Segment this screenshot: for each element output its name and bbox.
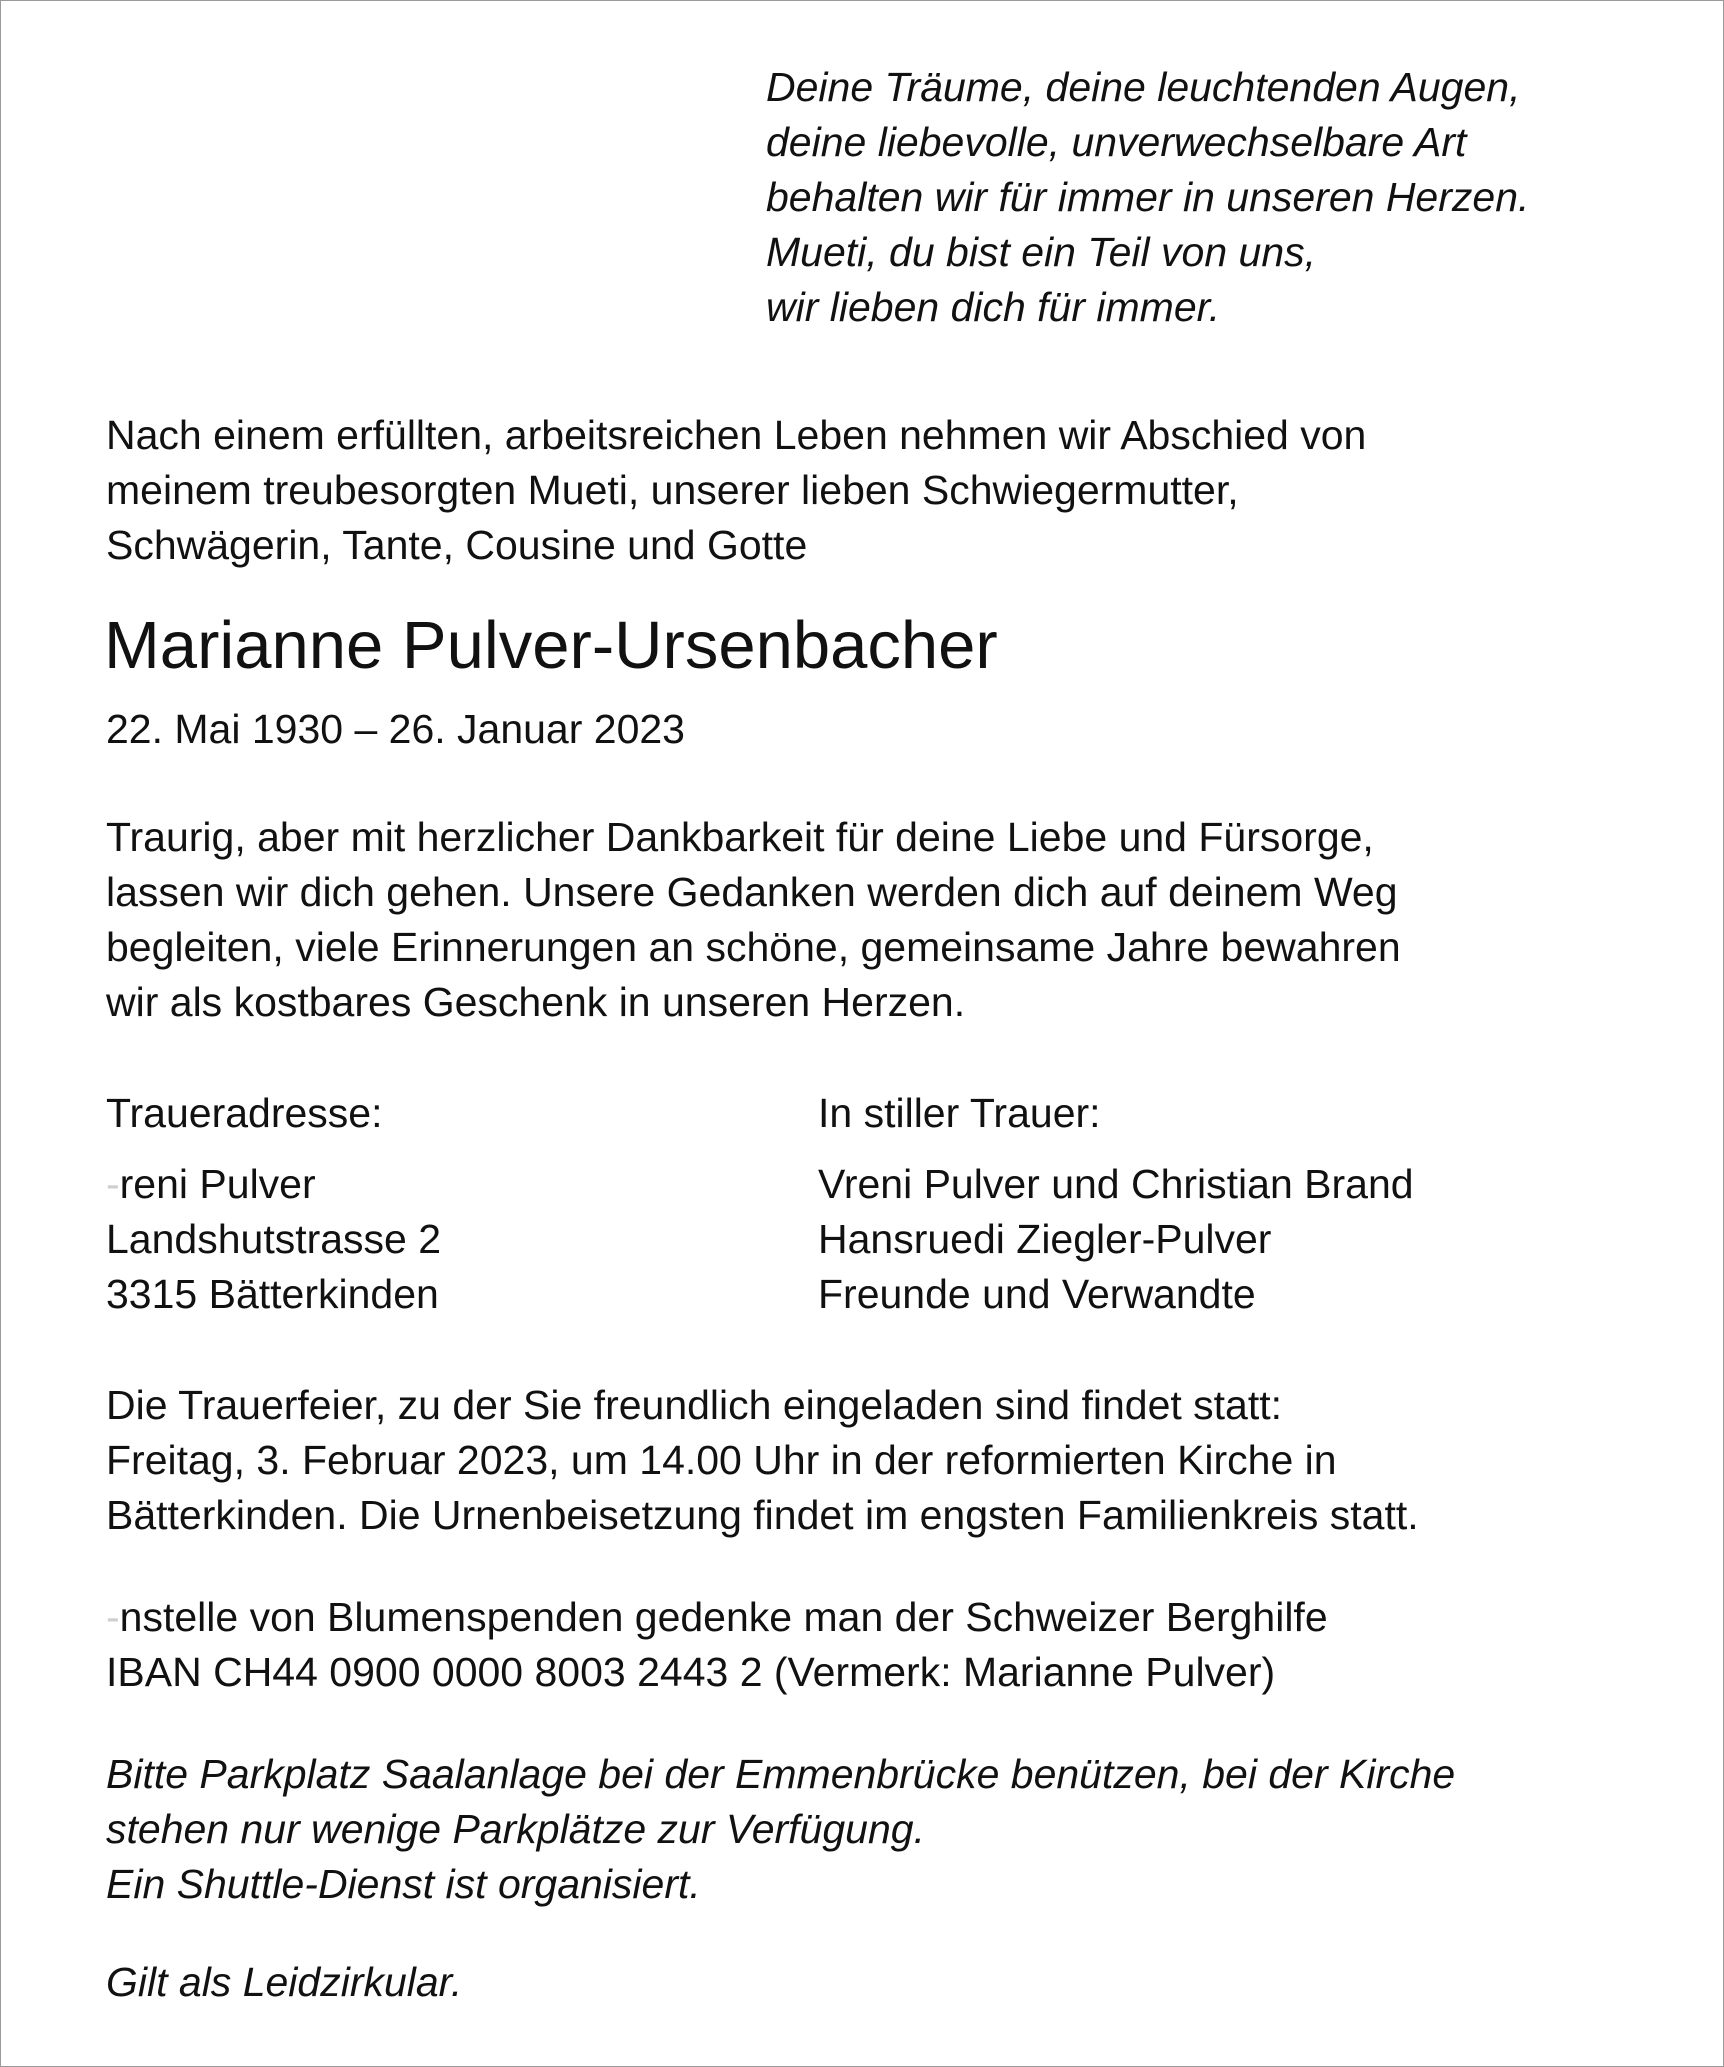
address-city: 3315 Bätterkinden [106, 1271, 439, 1317]
donation-text: nstelle von Blumenspenden gedenke man der Schweizer Berghilfe [119, 1594, 1328, 1640]
tribute-line: wir als kostbares Geschenk in unseren Herzen. [106, 979, 966, 1025]
address-heading: Traueradresse: [106, 1090, 383, 1136]
poem-line: Mueti, du bist ein Teil von uns, [766, 229, 1317, 275]
poem-line: deine liebevolle, unverwechselbare Art [766, 119, 1467, 165]
address-name-glyph: - [106, 1161, 120, 1207]
tribute-paragraph [106, 810, 1401, 1030]
life-dates: 22. Mai 1930 – 26. Januar 2023 [106, 706, 685, 752]
mourner-entry: Vreni Pulver und Christian Brand [818, 1161, 1414, 1207]
intro-line: Nach einem erfüllten, arbeitsreichen Leben nehmen wir Abschied von [106, 412, 1367, 458]
service-paragraph [106, 1378, 1419, 1543]
parking-line: Bitte Parkplatz Saalanlage bei der Emmenbrücke benützen, bei der Kirche [106, 1751, 1456, 1797]
address-name [106, 1157, 441, 1212]
poem-line: Deine Träume, deine leuchtenden Augen, [766, 64, 1521, 110]
parking-paragraph [106, 1747, 1455, 1912]
donation-glyph: - [106, 1594, 120, 1640]
tribute-line: begleiten, viele Erinnerungen an schöne, gemeinsame Jahre bewahren [106, 924, 1401, 970]
donation-line [106, 1590, 1328, 1645]
address-name-text: reni Pulver [119, 1161, 316, 1207]
circular-note: Gilt als Leidzirkular. [106, 1959, 463, 2005]
mourner-entry: Freunde und Verwandte [818, 1271, 1256, 1317]
mourners-heading: In stiller Trauer: [818, 1090, 1101, 1136]
poem-line: wir lieben dich für immer. [766, 284, 1221, 330]
tribute-line: Traurig, aber mit herzlicher Dankbarkeit für deine Liebe und Fürsorge, [106, 814, 1374, 860]
poem-verse [766, 60, 1529, 335]
service-line: Bätterkinden. Die Urnenbeisetzung findet im engsten Familienkreis statt. [106, 1492, 1419, 1538]
intro-paragraph [106, 408, 1366, 573]
tribute-line: lassen wir dich gehen. Unsere Gedanken werden dich auf deinem Weg [106, 869, 1398, 915]
donation-iban: IBAN CH44 0900 0000 8003 2443 2 (Vermerk: Marianne Pulver) [106, 1649, 1276, 1695]
service-line: Freitag, 3. Februar 2023, um 14.00 Uhr in der reformierten Kirche in [106, 1437, 1337, 1483]
intro-line: meinem treubesorgten Mueti, unserer lieben Schwiegermutter, [106, 467, 1239, 513]
mourner-entry: Hansruedi Ziegler-Pulver [818, 1216, 1272, 1262]
parking-line: stehen nur wenige Parkplätze zur Verfügung. [106, 1806, 925, 1852]
intro-line: Schwägerin, Tante, Cousine und Gotte [106, 522, 808, 568]
mourners-list [818, 1086, 1414, 1322]
donation-paragraph [106, 1590, 1328, 1700]
address-street: Landshutstrasse 2 [106, 1216, 442, 1262]
parking-line: Ein Shuttle-Dienst ist organisiert. [106, 1861, 701, 1907]
deceased-name: Marianne Pulver-Ursenbacher [104, 608, 998, 683]
mourning-address [106, 1086, 441, 1322]
service-line: Die Trauerfeier, zu der Sie freundlich eingeladen sind findet statt: [106, 1382, 1283, 1428]
poem-line: behalten wir für immer in unseren Herzen. [766, 174, 1530, 220]
